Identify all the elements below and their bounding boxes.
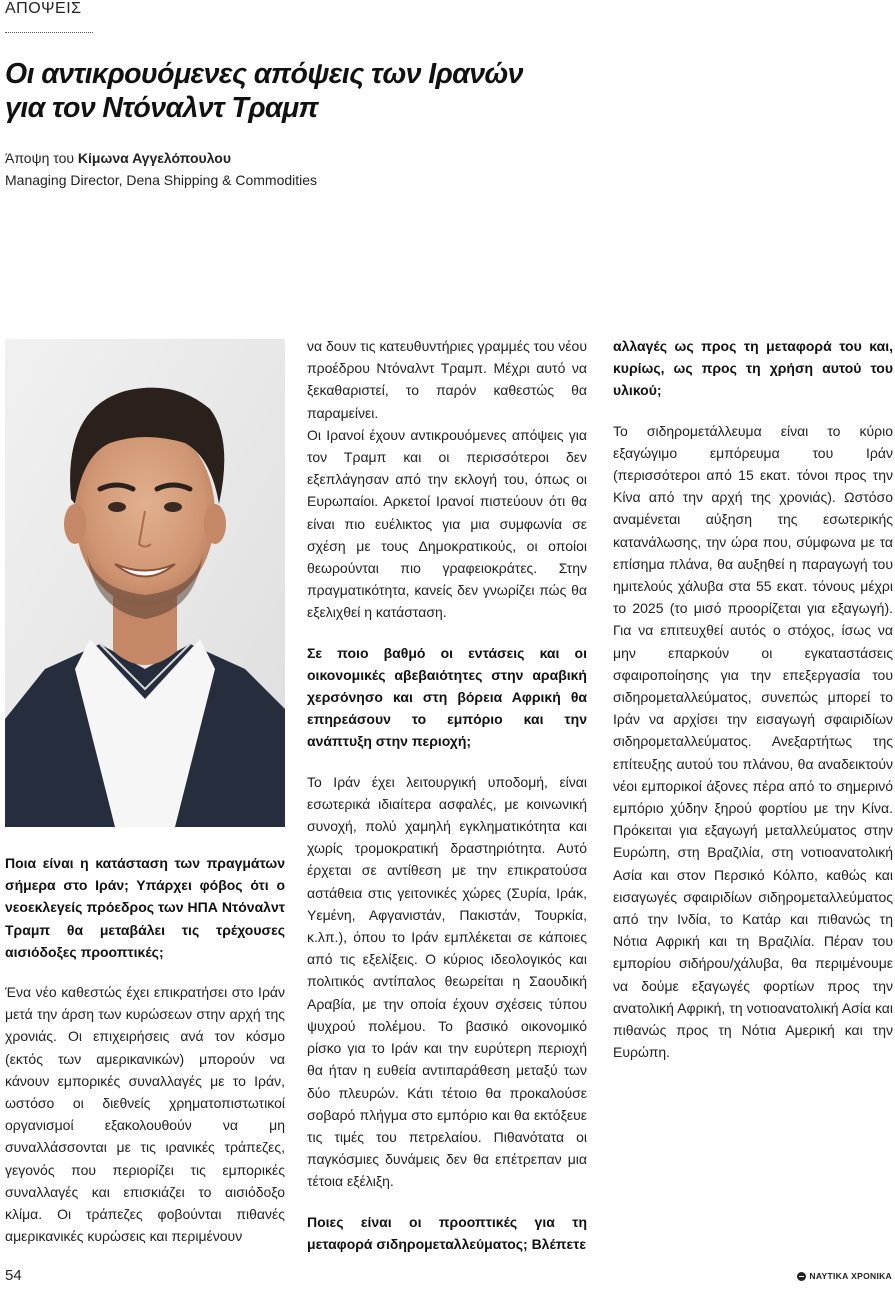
headline-line-2: για τον Ντόναλντ Τραμπ	[5, 92, 319, 124]
question-3-continued: αλλαγές ως προς τη μεταφορά του και, κυρίως, ως προς τη χρήση αυτού του υλικού;	[613, 338, 893, 399]
author-line	[5, 147, 317, 169]
portrait-illustration	[5, 339, 285, 827]
question-2: Σε ποιο βαθμό οι εντάσεις και οι οικονομικές αβεβαιότητες στην αραβική χερσόνησο και στη βόρεια Αφρική θα επηρεάσουν το εμπόριο και την ανάπτυξη στην περιοχή;	[307, 644, 587, 750]
headline-line-1: Οι αντικρουόμενες απόψεις των Ιρανών	[5, 58, 523, 90]
answer-1-continued: να δουν τις κατευθυντήριες γραμμές του νέου προέδρου Ντόναλντ Τραμπ. Μέχρι αυτό να ξεκαθαριστεί, το παρόν καθεστώς θα παραμείνει.	[307, 338, 587, 421]
section-divider	[5, 32, 93, 33]
answer-1: Ένα νέο καθεστώς έχει επικρατήσει στο Ιράν μετά την άρση των κυρώσεων στην αρχή της χρονιάς. Οι επιχειρήσεις ανά τον κόσμο (εκτός των αμερικανικών) μπορούν να κάνουν εμπορικές συναλλαγές με το Ιράν, ωστόσο οι διεθνείς χρηματοπιστωτικοί οργανισμοί εξακολουθούν να μη συναλλάσσονται με τις ιρανικές τράπεζες, γεγονός που περιορίζει τις εμπορικές συναλλαγές και επισκιάζει το αισιόδοξο κλίμα. Οι τράπεζες φοβούνται πιθανές αμερικανικές κυρώσεις και περιμένουν	[5, 984, 285, 1245]
answer-1-paragraph-2: Οι Ιρανοί έχουν αντικρουόμενες απόψεις για τον Τραμπ και οι περισσότεροι δεν εξεπλάγησαν από την εκλογή του, όπως οι Ευρωπαίοι. Αρκετοί Ιρανοί πιστεύουν ότι θα είναι πιο ευέλικτος για μια συμφωνία σε σχέση με τους Δημοκρατικούς, οι οποίοι θεωρούνται πιο γραφειοκράτες. Στην πραγματικότητα, κανείς δεν γνωρίζει πώς θα εξελιχθεί η κατάσταση.	[307, 426, 587, 621]
article-column-2	[307, 335, 587, 1255]
question-3: Ποιες είναι οι προοπτικές για τη μεταφορά σιδηρομεταλλεύματος; Βλέπετε	[307, 1213, 587, 1252]
article-headline	[5, 57, 605, 125]
question-1: Ποια είναι η κατάσταση των πραγμάτων σήμερα στο Ιράν; Υπάρχει φόβος ότι ο νεοεκλεγείς πρόεδρος των ΗΠΑ Ντόναλντ Τραμπ θα μεταβάλει τις τρέχουσες αισιόδοξες προοπτικές;	[5, 855, 285, 960]
brand-name: ΝΑΥΤΙΚΑ ΧΡΟΝΙΚΑ	[809, 1271, 892, 1281]
byline	[5, 147, 317, 191]
section-label: ΑΠΟΨΕΙΣ	[5, 0, 82, 17]
publication-brand	[797, 1271, 892, 1281]
byline-prefix: Άποψη του	[5, 150, 78, 166]
brand-logo-icon	[797, 1272, 806, 1281]
article-column-3	[613, 335, 893, 1064]
article-column-1	[5, 852, 285, 1247]
author-name: Κίμωνα Αγγελόπουλου	[77, 150, 232, 166]
answer-2: Το Ιράν έχει λειτουργική υποδομή, είναι εσωτερικά ιδιαίτερα ασφαλές, με κοινωνική συνοχή, πολύ χαμηλή εγκληματικότητα και χωρίς τρομοκρατική δραστηριότητα. Αυτό έρχεται σε αντίθεση με την επικρατούσα αστάθεια στις γειτονικές χώρες (Συρία, Ιράκ, Υεμένη, Αφγανιστάν, Πακιστάν, Τουρκία, κ.λπ.), όπου το Ιράν εμπλέκεται σε κάποιες από τις εξελίξεις. Ο κύριος ιδεολογικός και πολιτικός αντίπαλος θεωρείται η Σαουδική Αραβία, με την οποία έχουν σχέσεις τύπου ψυχρού πολέμου. Το βασικό οικονομικό ρίσκο για το Ιράν και την ευρύτερη περιοχή θα ήταν η ευθεία αντιπαράθεση μεταξύ των δύο πλευρών. Κάτι τέτοιο θα προκαλούσε σοβαρό πλήγμα στο εμπόριο και θα εκτόξευε τις τιμές του πετρελαίου. Πιθανότατα οι παγκόσμιες δυνάμεις δεν θα επέτρεπαν μια τέτοια εξέλιξη.	[307, 773, 587, 1190]
page-number: 54	[5, 1267, 22, 1284]
author-role: Managing Director, Dena Shipping & Commodities	[5, 172, 318, 188]
author-photo	[5, 339, 285, 827]
answer-3: Το σιδηρομετάλλευμα είναι το κύριο εξαγώγιμο εμπόρευμα του Ιράν (περισσότεροι από 15 εκατ. τόνοι προς την Κίνα από την αρχή της χρονιάς). Ωστόσο αναμένεται αύξηση της εσωτερικής κατανάλωσης, την ώρα που, σύμφωνα με τα επίσημα πλάνα, θα αυξηθεί η παραγωγή του ημιτελούς χάλυβα στα 55 εκατ. τόνους μέχρι το 2025 (το μισό προορίζεται για εξαγωγή). Για να επιτευχθεί αυτός ο στόχος, ίσως να μην επαρκούν οι εγκαταστάσεις σφαιροποίησης για την επεξεργασία του σιδηρομεταλλεύματος, συνεπώς μπορεί το Ιράν να αρχίσει την εισαγωγή σφαιριδίων σιδηρομεταλλεύματος. Ανεξαρτήτως της επίτευξης αυτού του πλάνου, θα αναδεικτούν νέοι εμπορικοί άξονες πέρα από το σημερινό εμπόριο χύδην ξηρού φορτίου με την Κίνα. Πρόκειται για εξαγωγή μεταλλεύματος στην Ευρώπη, στη Βραζιλία, στη νοτιοανατολική Ασία και στον Περσικό Κόλπο, καθώς και εισαγωγές σφαιριδίων σιδηρομεταλλεύματος από την Ινδία, το Κατάρ και πιθανώς τη Νότια Αφρική και τη Βραζιλία. Πέραν του εμπορίου σιδήρου/χάλυβα, θα περιμένουμε να δούμε εξαγωγές φορτίων προς την ανατολική Αφρική, τη νοτιοανατολική Ασία και πιθανώς προς τη Νότια Αμερική και την Ευρώπη.	[613, 422, 893, 1061]
